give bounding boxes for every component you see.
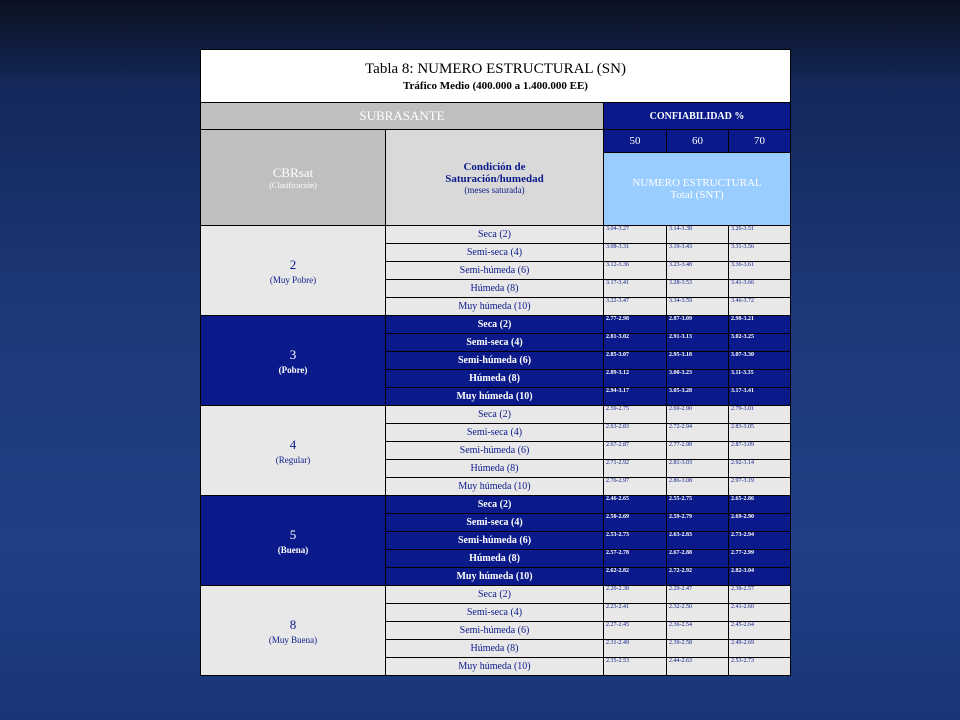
sn-range-value: 2.72-2.94 (667, 424, 729, 442)
sn-range-value: 2.92-3.14 (729, 460, 791, 478)
cbr-group-cell (201, 496, 386, 586)
sn-range-value: 2.45-2.64 (729, 622, 791, 640)
sn-range-value: 3.23-3.48 (667, 262, 729, 280)
sn-range-value: 2.63-2.83 (667, 532, 729, 550)
saturation-condition: Muy húmeda (10) (386, 298, 604, 316)
sn-range-value: 2.85-3.07 (604, 352, 667, 370)
saturation-condition: Seca (2) (386, 226, 604, 244)
cbr-group-cell (201, 406, 386, 496)
saturation-condition: Semi-húmeda (6) (386, 442, 604, 460)
table-title: Tabla 8: NUMERO ESTRUCTURAL (SN) (365, 60, 626, 77)
cbr-classification: (Muy Buena) (268, 634, 318, 645)
saturation-condition: Semi-húmeda (6) (386, 622, 604, 640)
sn-range-value: 2.67-2.87 (604, 442, 667, 460)
sn-range-value: 3.17-3.41 (604, 280, 667, 298)
sn-range-value: 2.72-2.92 (667, 568, 729, 586)
sn-range-value: 2.71-2.92 (604, 460, 667, 478)
sn-range-value: 2.39-2.58 (667, 640, 729, 658)
sn-range-value: 2.69-2.90 (729, 514, 791, 532)
sn-range-value: 2.35-2.53 (604, 658, 667, 676)
sn-range-value: 2.57-2.78 (604, 550, 667, 568)
sn-range-value: 2.62-2.82 (604, 568, 667, 586)
table-subtitle: Tráfico Medio (400.000 a 1.400.000 EE) (403, 79, 588, 92)
saturation-condition: Seca (2) (386, 406, 604, 424)
saturation-condition: Húmeda (8) (386, 280, 604, 298)
cbr-value: 2 (289, 256, 297, 272)
sn-range-value: 2.87-3.09 (729, 442, 791, 460)
sn-range-value: 2.59-2.79 (667, 514, 729, 532)
sn-range-value: 3.11-3.35 (729, 370, 791, 388)
sn-range-value: 3.28-3.53 (667, 280, 729, 298)
sn-range-value: 3.31-3.56 (729, 244, 791, 262)
saturation-condition: Muy húmeda (10) (386, 658, 604, 676)
sn-range-value: 2.55-2.75 (667, 496, 729, 514)
sn-range-value: 2.77-2.98 (667, 442, 729, 460)
pct-50-header: 50 (604, 130, 667, 153)
sn-range-value: 2.46-2.65 (604, 496, 667, 514)
saturation-condition: Semi-húmeda (6) (386, 262, 604, 280)
sn-range-value: 2.94-3.17 (604, 388, 667, 406)
table-row (201, 406, 791, 424)
sn-range-value: 3.00-3.23 (667, 370, 729, 388)
sn-range-value: 2.50-2.69 (604, 514, 667, 532)
sn-range-value: 2.89-3.12 (604, 370, 667, 388)
sn-range-value: 2.29-2.47 (667, 586, 729, 604)
sn-range-value: 2.49-2.69 (729, 640, 791, 658)
sn-range-value: 2.73-2.94 (729, 532, 791, 550)
saturation-condition: Semi-seca (4) (386, 244, 604, 262)
sn-range-value: 2.53-2.73 (604, 532, 667, 550)
sn-range-value: 2.41-2.60 (729, 604, 791, 622)
sn-range-value: 2.77-2.99 (729, 550, 791, 568)
sn-range-value: 3.17-3.41 (729, 388, 791, 406)
cbrsat-label: CBRsat (272, 165, 314, 180)
cbr-classification: (Buena) (277, 544, 309, 555)
total-snt-label: Total (SNT) (670, 189, 724, 201)
sn-range-value: 3.19-3.43 (667, 244, 729, 262)
cbr-group-cell (201, 226, 386, 316)
saturation-condition: Muy húmeda (10) (386, 478, 604, 496)
meses-label: (meses saturada) (464, 184, 525, 195)
saturation-condition: Húmeda (8) (386, 370, 604, 388)
sn-range-value: 2.83-3.05 (729, 424, 791, 442)
sn-range-value: 3.46-3.72 (729, 298, 791, 316)
cbr-value: 4 (289, 436, 297, 452)
sn-range-value: 3.41-3.66 (729, 280, 791, 298)
sn-range-value: 2.53-2.73 (729, 658, 791, 676)
saturation-condition: Húmeda (8) (386, 640, 604, 658)
table-row (201, 586, 791, 604)
saturation-condition: Semi-seca (4) (386, 334, 604, 352)
table-row (201, 496, 791, 514)
cbr-classification: (Pobre) (278, 364, 308, 375)
table-row (201, 316, 791, 334)
table-row (201, 226, 791, 244)
saturation-condition: Húmeda (8) (386, 460, 604, 478)
sn-range-value: 2.87-3.09 (667, 316, 729, 334)
saturation-condition: Semi-seca (4) (386, 604, 604, 622)
structural-number-table (200, 49, 791, 676)
saturation-condition: Muy húmeda (10) (386, 388, 604, 406)
cbr-group-cell (201, 586, 386, 676)
sn-range-value: 3.08-3.31 (604, 244, 667, 262)
sn-range-value: 3.02-3.25 (729, 334, 791, 352)
sn-range-value: 2.86-3.08 (667, 478, 729, 496)
sn-range-value: 2.23-2.41 (604, 604, 667, 622)
sn-range-value: 2.32-2.50 (667, 604, 729, 622)
sn-range-value: 2.98-3.21 (729, 316, 791, 334)
sn-range-value: 2.95-3.18 (667, 352, 729, 370)
sn-range-value: 2.76-2.97 (604, 478, 667, 496)
condicion-header (386, 130, 604, 226)
cbrsat-header (201, 130, 386, 226)
confiabilidad-header: CONFIABILIDAD % (604, 103, 791, 130)
sn-range-value: 2.36-2.54 (667, 622, 729, 640)
clasificacion-label: (Clasificación) (269, 181, 317, 190)
sn-range-value: 3.34-3.59 (667, 298, 729, 316)
saturation-condition: Muy húmeda (10) (386, 568, 604, 586)
sn-range-value: 2.38-2.57 (729, 586, 791, 604)
sn-range-value: 3.05-3.28 (667, 388, 729, 406)
numero-estructural-header (604, 153, 791, 226)
numero-estructural-label: NUMERO ESTRUCTURAL (632, 177, 762, 189)
sn-range-value: 2.63-2.83 (604, 424, 667, 442)
cbr-group-cell (201, 316, 386, 406)
sn-range-value: 2.79-3.01 (729, 406, 791, 424)
saturation-condition: Semi-húmeda (6) (386, 532, 604, 550)
sn-range-value: 2.59-2.75 (604, 406, 667, 424)
sn-range-value: 3.26-3.51 (729, 226, 791, 244)
sn-range-value: 3.12-3.36 (604, 262, 667, 280)
saturation-condition: Húmeda (8) (386, 550, 604, 568)
cbr-value: 3 (289, 346, 297, 362)
table-title-cell (201, 50, 791, 103)
cbr-classification: (Muy Pobre) (269, 274, 317, 285)
sn-range-value: 2.97-3.19 (729, 478, 791, 496)
sn-range-value: 2.20-2.38 (604, 586, 667, 604)
pct-60-header: 60 (667, 130, 729, 153)
condicion-label: Condición de Saturación/humedad (445, 160, 544, 185)
saturation-condition: Seca (2) (386, 316, 604, 334)
sn-range-value: 2.91-3.13 (667, 334, 729, 352)
cbr-value: 8 (289, 616, 297, 632)
cbr-value: 5 (289, 526, 297, 542)
sn-range-value: 2.81-3.03 (667, 460, 729, 478)
sn-range-value: 3.04-3.27 (604, 226, 667, 244)
sn-range-value: 3.07-3.30 (729, 352, 791, 370)
cbr-classification: (Regular) (275, 454, 311, 465)
sn-range-value: 2.65-2.86 (729, 496, 791, 514)
sn-range-value: 2.82-3.04 (729, 568, 791, 586)
subrasante-header: SUBRASANTE (201, 103, 604, 130)
saturation-condition: Seca (2) (386, 496, 604, 514)
sn-range-value: 3.36-3.61 (729, 262, 791, 280)
saturation-condition: Seca (2) (386, 586, 604, 604)
sn-range-value: 3.14-3.38 (667, 226, 729, 244)
sn-range-value: 2.27-2.45 (604, 622, 667, 640)
saturation-condition: Semi-seca (4) (386, 424, 604, 442)
sn-range-value: 2.44-2.63 (667, 658, 729, 676)
sn-range-value: 2.81-3.02 (604, 334, 667, 352)
sn-range-value: 3.22-3.47 (604, 298, 667, 316)
sn-range-value: 2.77-2.98 (604, 316, 667, 334)
sn-range-value: 2.67-2.88 (667, 550, 729, 568)
sn-range-value: 2.69-2.90 (667, 406, 729, 424)
saturation-condition: Semi-seca (4) (386, 514, 604, 532)
pct-70-header: 70 (729, 130, 791, 153)
sn-range-value: 2.31-2.49 (604, 640, 667, 658)
saturation-condition: Semi-húmeda (6) (386, 352, 604, 370)
